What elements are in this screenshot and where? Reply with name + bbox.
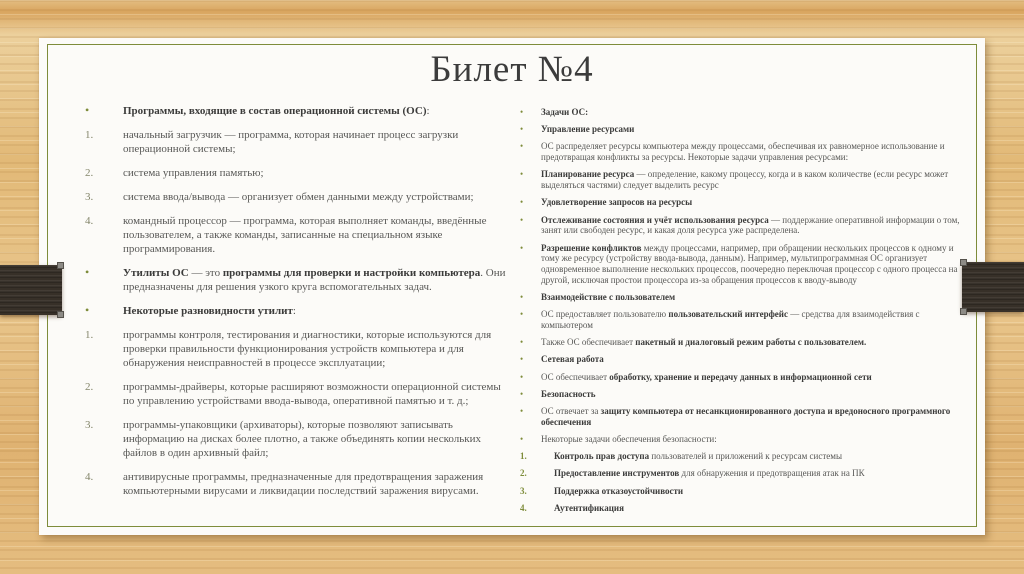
bullet-item — [520, 215, 968, 237]
item-text: Также ОС обеспечивает пакетный и диалоговый режим работы с пользователем. — [541, 337, 867, 348]
numbered-item — [520, 503, 968, 514]
bullet-item — [520, 354, 968, 365]
number-marker: 2. — [85, 167, 94, 179]
bullet-marker: • — [520, 124, 524, 135]
numbered-item — [85, 166, 509, 180]
item-text: ОС отвечает за защиту компьютера от несанкционированного доступа и вредоносного программного обеспечения — [541, 406, 951, 427]
bullet-marker: • — [520, 197, 524, 208]
item-text: программы-упаковщики (архиваторы), которые позволяют записывать информацию на дисках более плотно, а также объединять копии нескольких файлов в один архивный файл; — [123, 419, 481, 459]
bullet-marker: • — [520, 214, 524, 225]
bullet-marker: • — [520, 242, 524, 253]
slide-card — [39, 38, 985, 535]
item-text: Программы, входящие в состав операционной системы (ОС): — [123, 105, 430, 117]
item-text: программы контроля, тестирования и диагностики, которые используются для проверки правильности функционирования устройств компьютера и для обнаружения неисправностей в процессе эксплуатации; — [123, 329, 492, 369]
bullet-marker: • — [520, 337, 524, 348]
numbered-item — [85, 128, 509, 156]
item-text: Сетевая работа — [541, 354, 604, 365]
item-text: Некоторые задачи обеспечения безопасности: — [541, 434, 717, 444]
bullet-marker: • — [520, 309, 524, 320]
item-text: Взаимодействие с пользователем — [541, 292, 676, 303]
bullet-item — [520, 141, 968, 163]
item-text: Аутентификация — [554, 502, 624, 513]
item-text: Контроль прав доступа пользователей и приложений к ресурсам системы — [554, 451, 842, 462]
bullet-marker: • — [520, 406, 524, 417]
item-text: ОС распределяет ресурсы компьютера между процессами, обеспечивая их равномерное использование и предотвращая конфликты за ресурсы. Некоторые задачи управления ресурсами: — [541, 141, 945, 163]
numbered-item — [85, 470, 509, 498]
item-text: Безопасность — [541, 388, 596, 399]
item-text: Задачи ОС: — [541, 107, 589, 117]
item-text: Разрешение конфликтов между процессами, например, при обращении нескольких процессов к одному и тому же ресурсу (устройству ввода-вывода, данным). Например, мультипрограммная ОС организует одновременное выполнение нескольких процессов, поочередно переключая процессор с одного процесса на другой, исключая простои процессора из-за обращения процессов к вводу-выводу — [541, 242, 958, 285]
strap-rivet-icon — [57, 311, 64, 318]
slide-content — [39, 38, 985, 535]
bullet-item — [85, 104, 509, 118]
item-text: программы-драйверы, которые расширяют возможности операционной системы по управлению устройствами ввода-вывода, оперативной памятью и т. д.; — [123, 381, 501, 407]
bullet-item — [520, 169, 968, 191]
slide-title: Билет №4 — [430, 49, 594, 90]
item-text: Некоторые разновидности утилит: — [123, 305, 296, 317]
bullet-marker: • — [520, 371, 524, 382]
bullet-marker: • — [85, 303, 90, 317]
item-text: Утилиты ОС — это программы для проверки и настройки компьютера. Они предназначены для решения узкого круга вспомогательных задач. — [123, 267, 506, 293]
numbered-item — [520, 468, 968, 479]
bullet-item — [520, 292, 968, 303]
item-text: система управления памятью; — [123, 167, 264, 179]
bullet-item — [520, 434, 968, 445]
item-text: ОС предоставляет пользователю пользовательский интерфейс — средства для взаимодействия с компьютером — [541, 309, 920, 331]
left-strap-decoration — [0, 265, 62, 315]
number-marker: 4. — [520, 502, 527, 513]
bullet-marker: • — [85, 265, 90, 279]
bullet-item — [85, 304, 509, 318]
item-text: Поддержка отказоустойчивости — [554, 485, 684, 496]
number-marker: 1. — [520, 451, 527, 462]
numbered-item — [85, 380, 509, 408]
numbered-item — [85, 328, 509, 370]
numbered-item — [520, 486, 968, 497]
bullet-marker: • — [85, 103, 90, 117]
right-strap-decoration — [962, 262, 1024, 312]
number-marker: 3. — [85, 191, 94, 203]
number-marker: 4. — [85, 471, 94, 483]
bullet-marker: • — [520, 107, 524, 117]
bullet-marker: • — [520, 169, 524, 180]
right-column — [520, 107, 968, 520]
number-marker: 3. — [520, 485, 527, 496]
item-text: Предоставление инструментов для обнаружения и предотвращения атак на ПК — [554, 468, 865, 479]
bullet-item — [520, 337, 968, 348]
item-text: система ввода/вывода — организует обмен данными между устройствами; — [123, 191, 474, 203]
bullet-item — [520, 124, 968, 135]
strap-rivet-icon — [960, 259, 967, 266]
bullet-item — [520, 389, 968, 400]
bullet-item — [520, 372, 968, 383]
number-marker: 2. — [520, 468, 527, 479]
bullet-marker: • — [520, 434, 524, 444]
numbered-item — [520, 451, 968, 462]
number-marker: 2. — [85, 381, 94, 393]
bullet-item — [520, 309, 968, 331]
item-text: антивирусные программы, предназначенные для предотвращения заражения компьютерными вирусами и ликвидации последствий заражения вирусами. — [123, 471, 484, 497]
item-text: Планирование ресурса — определение, какому процессу, когда и в каком количестве (если ресурс может выделяться частями) следует выделить ресурс — [541, 169, 949, 191]
numbered-item — [85, 214, 509, 256]
strap-rivet-icon — [960, 308, 967, 315]
bullet-item — [520, 197, 968, 208]
bullet-marker: • — [520, 141, 524, 152]
bullet-item — [520, 107, 968, 118]
bullet-item — [520, 243, 968, 286]
number-marker: 1. — [85, 129, 94, 141]
item-text: Управление ресурсами — [541, 124, 635, 135]
bullet-marker: • — [520, 292, 524, 303]
left-column — [85, 104, 509, 508]
numbered-item — [85, 418, 509, 460]
bullet-marker: • — [520, 388, 524, 399]
item-text: ОС обеспечивает обработку, хранение и передачу данных в информационной сети — [541, 371, 872, 382]
item-text: Отслеживание состояния и учёт использования ресурса — поддержание оперативной информации о том, занят или свободен ресурс, и какая доля ресурса уже распределена. — [541, 214, 960, 236]
number-marker: 4. — [85, 215, 94, 227]
bullet-item — [85, 266, 509, 294]
numbered-item — [85, 190, 509, 204]
number-marker: 1. — [85, 329, 94, 341]
bullet-item — [520, 406, 968, 428]
item-text: начальный загрузчик — программа, которая начинает процесс загрузки операционной системы; — [123, 129, 459, 155]
item-text: командный процессор — программа, которая выполняет команды, введённые пользователем, а также команды, записанные на специальном языке программирования. — [123, 215, 487, 255]
strap-rivet-icon — [57, 262, 64, 269]
item-text: Удовлетворение запросов на ресурсы — [541, 197, 693, 208]
number-marker: 3. — [85, 419, 94, 431]
bullet-marker: • — [520, 354, 524, 365]
